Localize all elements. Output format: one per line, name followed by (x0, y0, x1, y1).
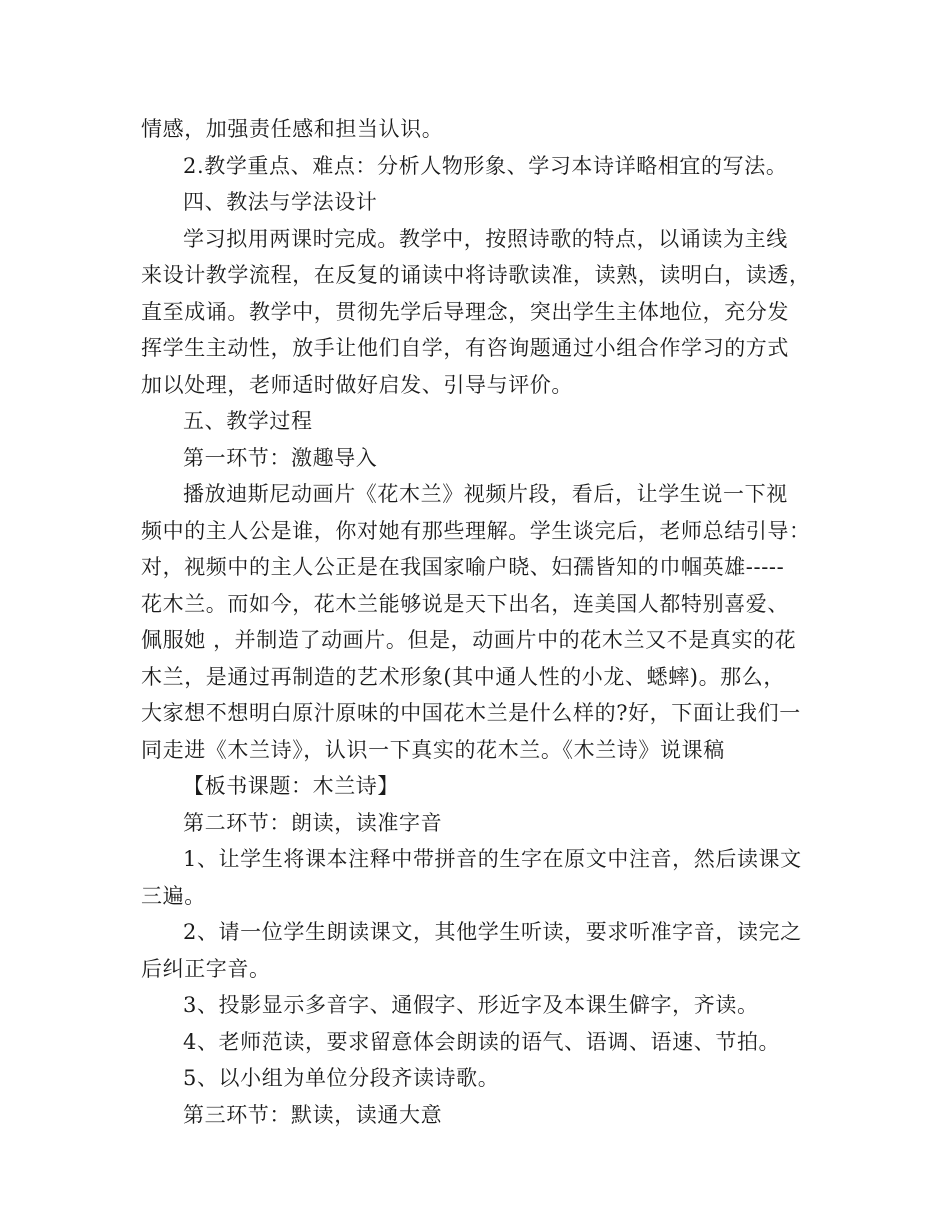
list-item: 2、请一位学生朗读课文，其他学生听读，要求听准字音，读完之 (183, 920, 802, 944)
text-line: 频中的主人公是谁，你对她有那些理解。学生谈完后，老师总结引导： (141, 519, 811, 543)
text-line: 对，视频中的主人公正是在我国家喻户晓、妇孺皆知的巾帼英雄----- (141, 555, 785, 579)
text-line: 三遍。 (141, 884, 206, 908)
subsection-heading: 第一环节：激趣导入 (183, 446, 378, 470)
section-heading: 五、教学过程 (183, 409, 313, 433)
text-line: 木兰，是通过再制造的艺术形象(其中通人性的小龙、蟋蟀)。那么， (141, 665, 785, 689)
text-line: 佩服她 ，并制造了动画片。但是，动画片中的花木兰又不是真实的花 (141, 628, 797, 652)
text-line: 同走进《木兰诗》，认识一下真实的花木兰。《木兰诗》说课稿 (141, 738, 725, 762)
text-line: 播放迪斯尼动画片《花木兰》视频片段，看后，让学生说一下视 (183, 482, 788, 506)
text-line: 挥学生主动性，放手让他们自学，有咨询题通过小组合作学习的方式 (141, 336, 789, 360)
board-title: 【板书课题：木兰诗】 (183, 774, 399, 798)
text-line: 加以处理，老师适时做好启发、引导与评价。 (141, 373, 573, 397)
text-line: 后纠正字音。 (141, 957, 271, 981)
section-heading: 四、教法与学法设计 (183, 190, 378, 214)
subsection-heading: 第三环节：默读，读通大意 (183, 1103, 443, 1127)
list-item: 5、以小组为单位分段齐读诗歌。 (183, 1066, 500, 1090)
text-line: 情感，加强责任感和担当认识。 (141, 117, 444, 141)
list-item: 4、老师范读，要求留意体会朗读的语气、语调、语速、节拍。 (183, 1030, 781, 1054)
text-line: 大家想不想明白原汁原味的中国花木兰是什么样的?好，下面让我们一 (141, 701, 801, 725)
list-item: 3、投影显示多音字、通假字、形近字及本课生僻字，齐读。 (183, 993, 759, 1017)
text-line: 2.教学重点、难点：分析人物形象、学习本诗详略相宜的写法。 (183, 154, 788, 178)
subsection-heading: 第二环节：朗读，读准字音 (183, 811, 443, 835)
text-line: 花木兰。而如今，花木兰能够说是天下出名，连美国人都特别喜爱、 (141, 592, 789, 616)
text-line: 直至成诵。教学中，贯彻先学后导理念，突出学生主体地位，充分发 (141, 300, 789, 324)
text-line: 学习拟用两课时完成。教学中，按照诗歌的特点，以诵读为主线 (183, 227, 788, 251)
text-line: 来设计教学流程，在反复的诵读中将诗歌读准，读熟，读明白，读透， (141, 263, 811, 287)
list-item: 1、让学生将课本注释中带拼音的生字在原文中注音，然后读课文 (183, 847, 802, 871)
